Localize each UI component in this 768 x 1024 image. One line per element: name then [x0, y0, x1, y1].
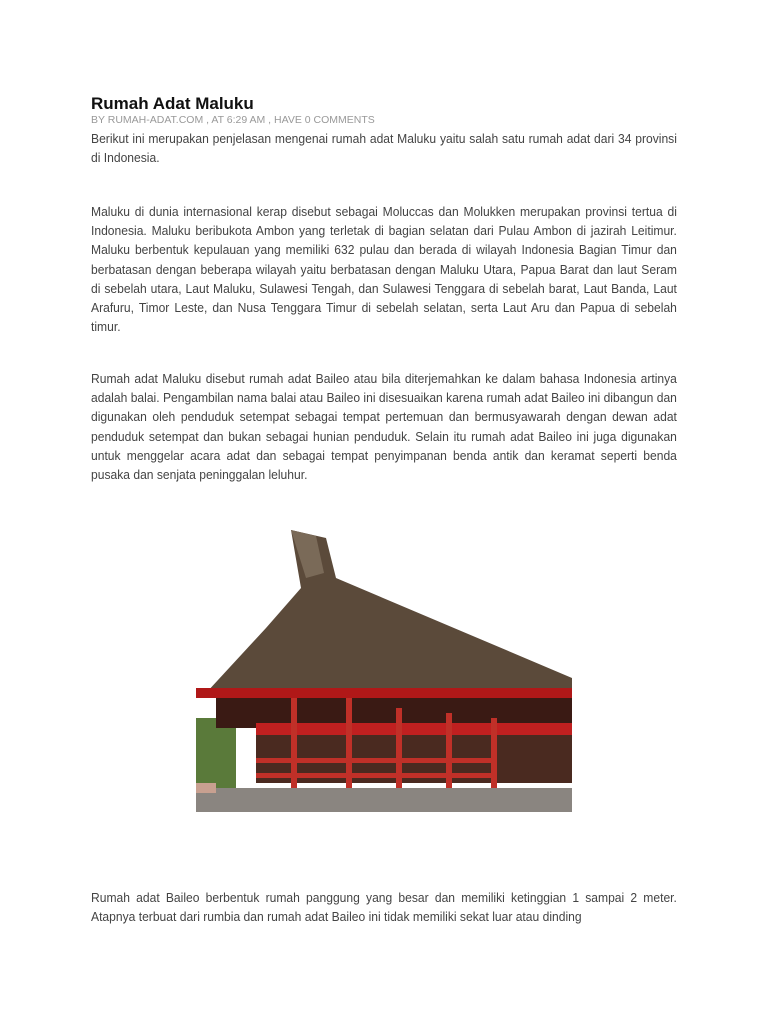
article — [91, 94, 677, 925]
paragraph-maluku: Maluku di dunia internasional kerap disebut sebagai Moluccas dan Molukken merupakan provinsi tertua di Indonesia. Maluku beribukota Ambon yang terletak di bagian selatan dari Pulau Ambon di jazirah Leitimur. Maluku berbentuk kepulauan yang memiliki 632 pulau dan berada di wilayah Indonesia Bagian Timur dan berbatasan dengan beberapa wilayah yaitu berbatasan dengan Maluku Utara, Papua Barat dan laut Seram di sebelah utara, Laut Maluku, Sulawesi Tengah, dan Sulawesi Tenggara di sebelah barat, Laut Banda, Laut Arafuru, Timor Leste, dan Nusa Tenggara Timur di sebelah selatan, serta Laut Aru dan Papua di sebelah timur. — [91, 204, 677, 335]
paragraph-structure: Rumah adat Baileo berbentuk rumah panggung yang besar dan memiliki ketinggian 1 sampai 2 meter. Atapnya terbuat dari rumbia dan rumah adat Baileo ini tidak memiliki sekat luar atau dinding — [91, 890, 677, 925]
article-meta: BY RUMAH-ADAT.COM , AT 6:29 AM , HAVE 0 COMMENTS — [91, 114, 375, 126]
baileo-house-photo — [196, 518, 572, 812]
paragraph-intro: Berikut ini merupakan penjelasan mengenai rumah adat Maluku yaitu salah satu rumah adat dari 34 provinsi di Indonesia. — [91, 131, 677, 166]
paragraph-baileo: Rumah adat Maluku disebut rumah adat Baileo atau bila diterjemahkan ke dalam bahasa Indonesia artinya adalah balai. Pengambilan nama balai atau Baileo ini disesuaikan karena rumah adat Baileo ini dibangun dan digunakan oleh penduduk setempat sebagai tempat pertemuan dan bermusyawarah dengan dewan adat penduduk setempat dan bukan sebagai hunian penduduk. Selain itu rumah adat Baileo ini juga digunakan untuk menggelar acara adat dan sebagai tempat penyimpanan benda antik dan keramat seperti benda pusaka dan senjata peninggalan leluhur. — [91, 371, 677, 483]
article-title: Rumah Adat Maluku — [91, 94, 254, 113]
